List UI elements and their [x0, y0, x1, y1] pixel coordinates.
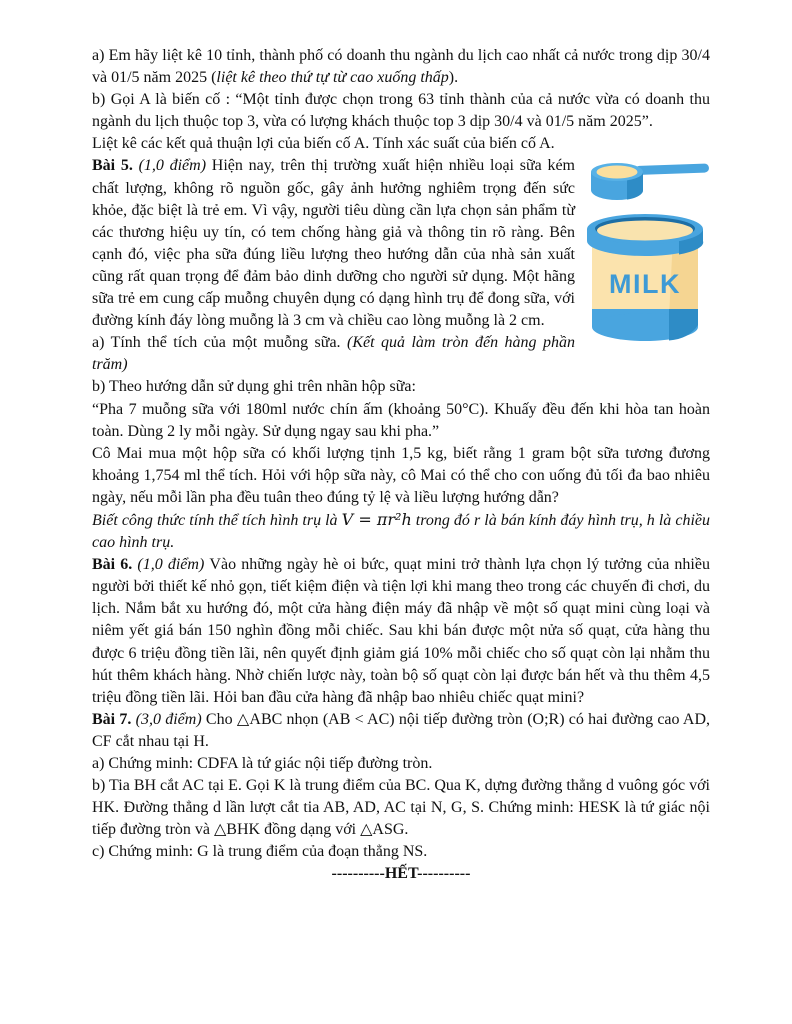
- problem7-question-b: [92, 775, 710, 841]
- text-run: Bài 6.: [92, 556, 138, 574]
- text-run: Liệt kê các kết quả thuận lợi của biến cố A. Tính xác suất của biến cố A.: [92, 135, 555, 153]
- problem4-question-a: [92, 45, 710, 89]
- problem5-question-b: [92, 376, 710, 398]
- tin-milk-surface-icon: [597, 221, 693, 241]
- text-run: liệt kê theo thứ tự từ cao xuống thấp: [216, 69, 449, 87]
- text-run: b) Theo hướng dẫn sử dụng ghi trên nhãn hộp sữa:: [92, 378, 416, 396]
- text-run: Vào những ngày hè oi bức, quạt mini trở thành lựa chọn lý tưởng của nhiều người bởi thiết kế nhỏ gọn, tiết kiệm điện và tiện lợi khi mang theo trong các chuyến đi chơi, du lịch. Nắm bắt xu hướng đó, một cửa hàng điện máy đã nhập về một số quạt mini cùng loại và niêm yết giá bán 150 nghìn đồng mỗi chiếc. Sau khi bán được một nửa số quạt, cửa hàng thu được 6 triệu đồng tiền lãi, nên quyết định giảm giá 10% mỗi chiếc cho số quạt còn lại nhằm thu hút thêm khách hàng. Nhờ chiến lược này, toàn bộ số quạt còn lại được bán hết và thu thêm 4,5 triệu đồng tiền lãi. Hỏi ban đầu cửa hàng đã nhập bao nhiêu chiếc quạt mini?: [92, 556, 710, 706]
- text-run: a) Tính thể tích của một muỗng sữa.: [92, 334, 347, 352]
- scoop-handle-icon: [635, 164, 709, 176]
- text-run: (3,0 điểm): [135, 710, 206, 728]
- text-run: b) Gọi A là biến cố : “Một tỉnh được chọn trong 63 tỉnh thành của cả nước vừa có doanh thu ngành du lịch thuộc top 3, vừa có lượng khách thuộc top 3 dịp 30/4 và 01/5 năm 2025”.: [92, 91, 710, 131]
- text-run: Cho △ABC nhọn (AB < AC) nội tiếp đường tròn (O;R) có hai đường cao AD, CF cắt nhau tại H.: [92, 710, 711, 750]
- problem5-question-b2: [92, 443, 710, 509]
- text-run: “Pha 7 muỗng sữa với 180ml nước chín ấm (khoảng 50°C). Khuấy đều đến khi hòa tan hoàn toàn. Dùng 2 ly mỗi ngày. Sử dụng ngay sau khi pha.”: [92, 400, 710, 440]
- text-run: ----------HẾT----------: [331, 865, 471, 883]
- milk-tin-illustration: [585, 157, 710, 349]
- problem7-statement: [92, 709, 710, 753]
- problem5-formula-note: [92, 509, 710, 554]
- problem4-question-b: [92, 89, 710, 133]
- end-marker: [92, 863, 710, 885]
- text-run: (Kết quả làm tròn đến hàng phần trăm): [92, 334, 575, 374]
- text-run: Biết công thức tính thể tích hình trụ là: [92, 511, 342, 529]
- intro-block: [92, 45, 710, 155]
- problem7-question-c: [92, 841, 710, 863]
- milk-tin-svg: [585, 157, 710, 349]
- text-run: trong đó r là bán kính đáy hình trụ, h là chiều cao hình trụ.: [92, 511, 711, 552]
- text-run: V = πr²h: [341, 509, 412, 529]
- text-run: a) Chứng minh: CDFA là tứ giác nội tiếp đường tròn.: [92, 755, 433, 772]
- scoop-powder-icon: [597, 166, 638, 179]
- text-run: c) Chứng minh: G là trung điểm của đoạn thẳng NS.: [92, 843, 428, 861]
- text-run: ).: [448, 69, 459, 87]
- main-block: [92, 155, 710, 885]
- text-run: Bài 7.: [92, 710, 136, 728]
- problem7-question-a: [92, 753, 710, 775]
- tin-bottom-shade-icon: [669, 309, 698, 341]
- text-run: Bài 5.: [92, 157, 139, 175]
- text-run: b) Tia BH cắt AC tại E. Gọi K là trung điểm của BC. Qua K, dựng đường thẳng d vuông góc với HK. Đường thẳng d lần lượt cắt tia AB, AD, AC tại N, G, S. Chứng minh: HESK là tứ giác nội tiếp đường tròn và △BHK đồng dạng với △ASG.: [92, 777, 710, 839]
- text-run: (1,0 điểm): [137, 556, 210, 574]
- text-run: (1,0 điểm): [138, 157, 212, 175]
- problem6-statement: [92, 554, 710, 709]
- text-run: a) Em hãy liệt kê 10 tỉnh, thành phố có doanh thu ngành du lịch cao nhất cả nước trong dịp 30/4 và 01/5 năm 2025 (: [92, 47, 710, 87]
- text-run: Cô Mai mua một hộp sữa có khối lượng tịnh 1,5 kg, biết rằng 1 gram bột sữa tương đương khoảng 1,754 ml thể tích. Hỏi với hộp sữa này, cô Mai có thể cho con uống đủ tối đa bao nhiêu ngày, nếu mỗi lần pha đều tuân theo đúng tỷ lệ và liều lượng hướng dẫn?: [92, 444, 710, 506]
- problem4-question-b2: [92, 133, 710, 155]
- problem5-label-quote: [92, 399, 710, 443]
- milk-label: MILK: [609, 269, 681, 300]
- text-run: Hiện nay, trên thị trường xuất hiện nhiều loại sữa kém chất lượng, không rõ nguồn gốc, gây ảnh hưởng nghiêm trọng đến sức khỏe, đặc biệt là trẻ em. Vì vậy, người tiêu dùng cần lựa chọn sản phẩm từ các thương hiệu uy tín, có tem chống hàng giả và thông tin rõ ràng. Bên cạnh đó, việc pha sữa đúng liều lượng theo hướng dẫn của nhà sản xuất cũng rất quan trọng để đảm bảo dinh dưỡng cho người sử dụng. Một hãng sữa trẻ em cung cấp muỗng chuyên dụng có dạng hình trụ để đong sữa, với đường kính đáy lòng muỗng là 3 cm và chiều cao lòng muỗng là 2 cm.: [92, 157, 575, 330]
